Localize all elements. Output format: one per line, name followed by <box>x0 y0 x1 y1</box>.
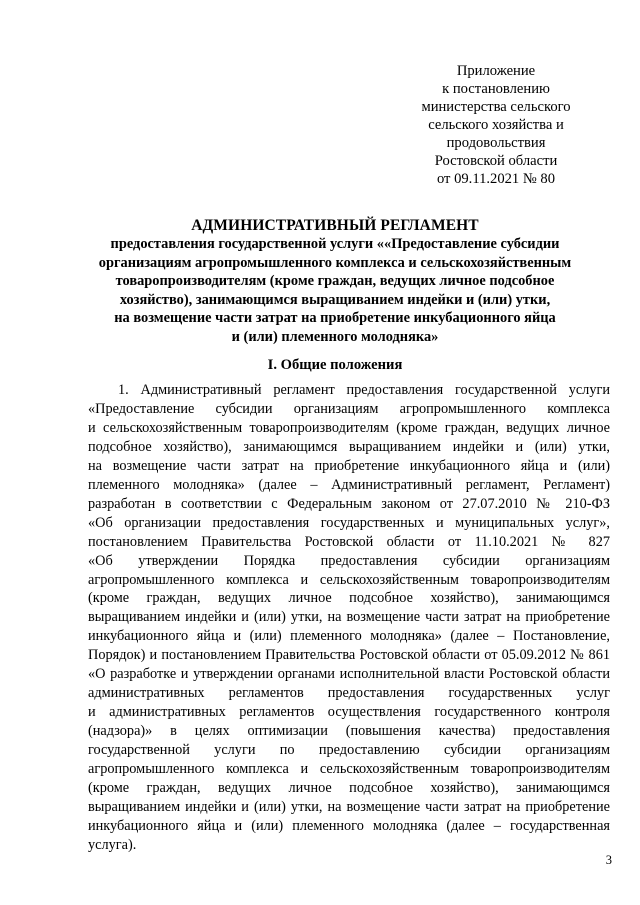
paragraph-line: выращиванием индейки и (или) утки, на возмещение части затрат на приобретение <box>88 798 610 815</box>
paragraph-line: «Об организации предоставления государственных и муниципальных услуг», <box>88 514 610 531</box>
paragraph-line: и сельскохозяйственным товаропроизводителям (кроме граждан, ведущих личное <box>88 419 610 436</box>
paragraph-line: инкубационного яйца и (или) племенного молодняка» (далее – Постановление, <box>88 628 610 645</box>
paragraph-line: подсобное хозяйство), занимающимся выращиванием индейки и (или) утки, <box>88 438 610 455</box>
subtitle-line: предоставления государственной услуги ««Предоставление субсидии <box>110 236 560 252</box>
subtitle-line: хозяйство), занимающимся выращиванием индейки и (или) утки, <box>119 291 551 308</box>
paragraph-line: административных регламентов предоставления государственных услуг <box>88 685 610 702</box>
subtitle-line: и (или) племенного молодняка» <box>231 328 439 345</box>
paragraph-line: разработан в соответствии с Федеральным законом от 27.07.2010 № 210-ФЗ <box>88 495 610 512</box>
appendix-line: Приложение <box>456 63 536 79</box>
document-title: АДМИНИСТРАТИВНЫЙ РЕГЛАМЕНТ <box>191 217 479 234</box>
page-number: 3 <box>605 853 612 867</box>
paragraph-line: на возмещение части затрат на приобретение инкубационного яйца и (или) <box>88 457 610 474</box>
appendix-line: министерства сельского <box>421 99 571 115</box>
section-heading: I. Общие положения <box>267 357 403 373</box>
paragraph-line: (кроме граждан, ведущих личное подсобное хозяйство), занимающимся <box>88 780 610 797</box>
paragraph-line: государственной услуги по предоставлению субсидии организациям <box>88 742 610 759</box>
paragraph-line: инкубационного яйца и (или) племенного молодняка (далее – государственная <box>88 817 610 834</box>
appendix-line: Ростовской области <box>434 153 558 169</box>
paragraph-line: услуга). <box>88 836 137 853</box>
paragraph-line: «Об утверждении Порядка предоставления субсидии организациям <box>88 552 610 569</box>
section-paragraph <box>88 381 610 855</box>
document-subtitle <box>70 235 600 347</box>
subtitle-line: организациям агропромышленного комплекса и сельскохозяйственным <box>98 254 572 271</box>
paragraph-line: постановлением Правительства Ростовской области от 11.10.2021 № 827 <box>88 533 610 550</box>
appendix-line: продовольствия <box>446 135 546 151</box>
paragraph-line: и административных регламентов осуществления государственного контроля <box>88 704 610 721</box>
paragraph-line: «О разработке и утверждении органами исполнительной власти Ростовской области <box>88 666 610 683</box>
subtitle-line: товаропроизводителям (кроме граждан, ведущих личное подсобное <box>115 273 555 290</box>
subtitle-line: на возмещение части затрат на приобретение инкубационного яйца <box>114 310 556 327</box>
paragraph-line: агропромышленного комплекса и сельскохозяйственным товаропроизводителям <box>88 761 610 778</box>
paragraph-line: племенного молодняка» (далее – Административный регламент, Регламент) <box>88 476 610 493</box>
paragraph-line: (надзора)» в целях оптимизации (повышения качества) предоставления <box>88 723 610 740</box>
appendix-line: от 09.11.2021 № 80 <box>436 171 556 187</box>
appendix-line: к постановлению <box>442 81 550 97</box>
appendix-line: сельского хозяйства и <box>428 117 564 133</box>
paragraph-line: 1. Административный регламент предоставления государственной услуги <box>118 382 610 398</box>
paragraph-line: (кроме граждан, ведущих личное подсобное хозяйство), занимающимся <box>88 590 610 607</box>
paragraph-line: выращиванием индейки и (или) утки, на возмещение части затрат на приобретение <box>88 609 610 626</box>
paragraph-line: Порядок) и постановлением Правительства Ростовской области от 05.09.2012 № 861 <box>88 647 610 664</box>
appendix-block <box>386 62 606 188</box>
paragraph-line: «Предоставление субсидии организациям агропромышленного комплекса <box>88 400 610 417</box>
paragraph-line: агропромышленного комплекса и сельскохозяйственным товаропроизводителям <box>88 571 610 588</box>
